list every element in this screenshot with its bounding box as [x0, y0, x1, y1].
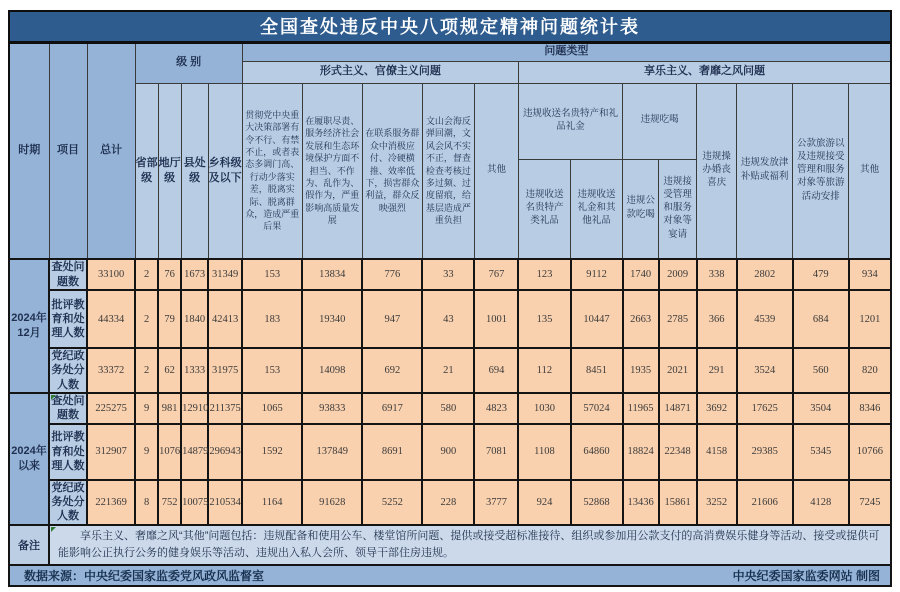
remark-text: 享乐主义、奢靡之风“其他”问题包括：违规配备和使用公车、楼堂馆所问题、提供或接受超标准接待、组织或参加用公款支付的高消费娱乐健身等活动、接受或提供可能影响公正执行公务的健身娱乐等活动、违规出入私人会所、领导干部住房违规。	[58, 529, 880, 559]
header-formalism-other: 其他	[474, 83, 518, 259]
table-footer-rows	[9, 525, 891, 586]
data-cell: 210534	[208, 480, 242, 525]
period-label: 2024年以来	[9, 393, 49, 525]
header-gift-products: 违规收送名贵特产类礼品	[518, 159, 570, 259]
footer-bar	[9, 565, 891, 586]
period-label: 2024年12月	[9, 259, 49, 393]
data-cell: 947	[362, 290, 422, 348]
data-cell: 366	[697, 290, 737, 348]
header-wedding-funeral: 违规操办婚丧喜庆	[697, 83, 737, 259]
data-cell: 5252	[362, 480, 422, 525]
data-cell: 52868	[571, 480, 623, 525]
statistics-table	[8, 42, 892, 587]
header-period: 时期	[9, 43, 49, 259]
credit-label: 中央纪委国家监委网站 制图	[732, 568, 880, 583]
header-item: 项目	[49, 43, 87, 259]
data-cell: 62	[158, 348, 181, 393]
data-cell: 14098	[302, 348, 362, 393]
data-cell: 4539	[737, 290, 793, 348]
data-cell: 44334	[87, 290, 135, 348]
data-cell: 924	[518, 480, 570, 525]
data-cell: 9112	[571, 259, 623, 290]
data-cell: 2009	[659, 259, 697, 290]
data-cell: 21606	[737, 480, 793, 525]
data-cell: 225275	[87, 393, 135, 424]
header-public-funds-eating: 违规公款吃喝	[623, 159, 659, 259]
data-cell: 14879	[181, 424, 208, 480]
excel-flag-icon	[51, 527, 56, 532]
data-cell: 31349	[208, 259, 242, 290]
data-cell: 1592	[242, 424, 302, 480]
data-cell: 79	[158, 290, 181, 348]
data-cell: 10075	[181, 480, 208, 525]
header-level-township: 乡科级及以下	[208, 83, 242, 259]
data-cell: 183	[242, 290, 302, 348]
data-cell: 211375	[208, 393, 242, 424]
data-cell: 19340	[302, 290, 362, 348]
data-cell: 33100	[87, 259, 135, 290]
header-total: 总计	[87, 43, 135, 259]
row-item-label: 党纪政务处分人数	[49, 348, 87, 393]
data-cell: 135	[518, 290, 570, 348]
data-cell: 1333	[181, 348, 208, 393]
data-cell: 767	[474, 259, 518, 290]
data-cell: 6917	[362, 393, 422, 424]
header-formalism-col-4: 文山会海反弹回潮，文风会风不实不正，督查检查考核过多过频、过度留痕，给基层造成严重负担	[422, 83, 474, 259]
row-item-label: 查处问题数	[49, 259, 87, 290]
data-cell: 7081	[474, 424, 518, 480]
data-cell: 900	[422, 424, 474, 480]
data-cell: 1201	[849, 290, 891, 348]
remark-label: 备注	[9, 525, 49, 565]
data-cell: 3252	[697, 480, 737, 525]
remark-cell	[49, 525, 891, 565]
data-cell: 752	[158, 480, 181, 525]
data-cell: 2785	[659, 290, 697, 348]
data-cell: 1840	[181, 290, 208, 348]
header-eating-group: 违规吃喝	[623, 83, 697, 159]
data-cell: 8	[135, 480, 158, 525]
data-cell: 2802	[737, 259, 793, 290]
data-cell: 1108	[518, 424, 570, 480]
data-cell: 153	[242, 259, 302, 290]
header-hedonism-other: 其他	[849, 83, 891, 259]
data-cell: 479	[793, 259, 849, 290]
data-cell: 3777	[474, 480, 518, 525]
data-cell: 3524	[737, 348, 793, 393]
data-cell: 13436	[623, 480, 659, 525]
data-cell: 42413	[208, 290, 242, 348]
data-cell: 8346	[849, 393, 891, 424]
data-cell: 1935	[623, 348, 659, 393]
statistics-sheet	[8, 10, 892, 587]
data-cell: 7245	[849, 480, 891, 525]
data-cell: 580	[422, 393, 474, 424]
header-formalism-col-3: 在联系服务群众中消极应付、冷硬横推、效率低下，损害群众利益，群众反映强烈	[362, 83, 422, 259]
data-cell: 1740	[623, 259, 659, 290]
header-hedonism-group: 享乐主义、奢靡之风问题	[518, 61, 891, 83]
data-cell: 29385	[737, 424, 793, 480]
data-cell: 338	[697, 259, 737, 290]
data-cell: 57024	[571, 393, 623, 424]
data-cell: 4823	[474, 393, 518, 424]
row-item-label: 批评教育和处理人数	[49, 424, 87, 480]
data-cell: 12910	[181, 393, 208, 424]
data-source-label: 数据来源：中央纪委国家监委党风政风监督室	[24, 568, 265, 583]
data-cell: 14871	[659, 393, 697, 424]
data-cell: 2	[135, 259, 158, 290]
data-cell: 10447	[571, 290, 623, 348]
header-formalism-col-2: 在履职尽责、服务经济社会发展和生态环境保护方面不担当、不作为、乱作为、假作为，严重影响高质量发展	[302, 83, 362, 259]
data-cell: 1065	[242, 393, 302, 424]
data-cell: 560	[793, 348, 849, 393]
data-cell: 31975	[208, 348, 242, 393]
data-cell: 64860	[571, 424, 623, 480]
data-cell: 1076	[158, 424, 181, 480]
header-banquet: 违规接受管理和服务对象等宴请	[659, 159, 697, 259]
data-cell: 2021	[659, 348, 697, 393]
row-item-label: 批评教育和处理人数	[49, 290, 87, 348]
data-cell: 8451	[571, 348, 623, 393]
data-cell: 296943	[208, 424, 242, 480]
data-cell: 15861	[659, 480, 697, 525]
data-cell: 3504	[793, 393, 849, 424]
data-cell: 18824	[623, 424, 659, 480]
page-title: 全国查处违反中央八项规定精神问题统计表	[8, 10, 892, 42]
data-cell: 13834	[302, 259, 362, 290]
row-item-label: 查处问题数	[49, 393, 87, 424]
data-cell: 22348	[659, 424, 697, 480]
data-cell: 1030	[518, 393, 570, 424]
data-cell: 1001	[474, 290, 518, 348]
data-cell: 981	[158, 393, 181, 424]
header-level-group: 级 别	[135, 43, 242, 83]
data-cell: 153	[242, 348, 302, 393]
data-cell: 91628	[302, 480, 362, 525]
data-cell: 2663	[623, 290, 659, 348]
header-allowance: 违规发放津补贴或福利	[737, 83, 793, 259]
data-cell: 112	[518, 348, 570, 393]
header-level-county: 县处级	[181, 83, 208, 259]
header-formalism-col-1: 贯彻党中央重大决策部署有令不行、有禁不止，或者表态多调门高、行动少落实差，脱离实际、脱离群众，造成严重后果	[242, 83, 302, 259]
data-cell: 123	[518, 259, 570, 290]
data-cell: 33	[422, 259, 474, 290]
data-cell: 21	[422, 348, 474, 393]
header-gift-group: 违规收送名贵特产和礼品礼金	[518, 83, 622, 159]
data-cell: 312907	[87, 424, 135, 480]
data-cell: 137849	[302, 424, 362, 480]
data-cell: 694	[474, 348, 518, 393]
table-body	[9, 259, 891, 525]
data-cell: 1673	[181, 259, 208, 290]
data-cell: 2	[135, 348, 158, 393]
data-cell: 1164	[242, 480, 302, 525]
header-level-provincial: 省部级	[135, 83, 158, 259]
data-cell: 291	[697, 348, 737, 393]
data-cell: 10766	[849, 424, 891, 480]
data-cell: 17625	[737, 393, 793, 424]
excel-flag-icon	[51, 395, 56, 400]
data-cell: 228	[422, 480, 474, 525]
data-cell: 93833	[302, 393, 362, 424]
data-cell: 9	[135, 393, 158, 424]
data-cell: 4158	[697, 424, 737, 480]
data-cell: 3692	[697, 393, 737, 424]
header-level-prefecture: 地厅级	[158, 83, 181, 259]
data-cell: 11965	[623, 393, 659, 424]
row-item-label: 党纪政务处分人数	[49, 480, 87, 525]
data-cell: 221369	[87, 480, 135, 525]
data-cell: 9	[135, 424, 158, 480]
header-public-travel: 公款旅游以及违规接受管理和服务对象等旅游活动安排	[793, 83, 849, 259]
header-formalism-group: 形式主义、官僚主义问题	[242, 61, 518, 83]
data-cell: 8691	[362, 424, 422, 480]
data-cell: 934	[849, 259, 891, 290]
table-header	[9, 43, 891, 259]
data-cell: 2	[135, 290, 158, 348]
data-cell: 43	[422, 290, 474, 348]
data-cell: 76	[158, 259, 181, 290]
data-cell: 5345	[793, 424, 849, 480]
data-cell: 692	[362, 348, 422, 393]
data-cell: 776	[362, 259, 422, 290]
data-cell: 33372	[87, 348, 135, 393]
data-cell: 684	[793, 290, 849, 348]
header-problem-type-group: 问题类型	[242, 43, 891, 61]
header-gift-money: 违规收送礼金和其他礼品	[571, 159, 623, 259]
data-cell: 4128	[793, 480, 849, 525]
data-cell: 820	[849, 348, 891, 393]
